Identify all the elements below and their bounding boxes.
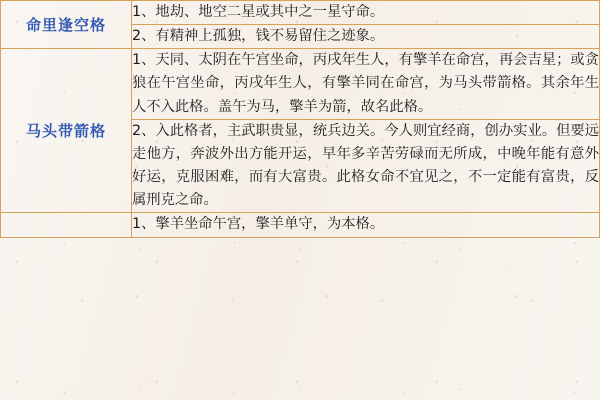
row-3-paragraph-1: 1、擎羊坐命午宫，擎羊单守，为本格。 xyxy=(132,213,600,237)
table-row xyxy=(1,1,600,25)
row-2-paragraph-2: 2、入此格者，主武职贵显，统兵边关。今人则宜经商，创办实业。但要远走他方，奔波外出方能开运，早年多辛苦劳碌而无所成，中晚年能有意外好运，克服困难，而有大富贵。此格女命不宜见之，不一定能有富贵，反属刑克之命。 xyxy=(132,119,600,213)
row-1-paragraph-2: 2、有精神上孤独，钱不易留住之迹象。 xyxy=(132,25,600,49)
table-row xyxy=(1,49,600,119)
row-label-matou-daijian: 马头带箭格 xyxy=(1,49,132,213)
row-label-mingli-fengkong: 命里逢空格 xyxy=(1,1,132,49)
table-row xyxy=(1,213,600,237)
row-1-paragraph-1: 1、地劫、地空二星或其中之一星守命。 xyxy=(132,1,600,25)
row-label-partial xyxy=(1,213,132,237)
row-2-paragraph-1: 1、天同、太阴在午宫坐命，丙戌年生人，有擎羊在命宫，再会吉星；或贪狼在午宫坐命，丙戌年生人，有擎羊同在命宫，为马头带箭格。其余年生人不入此格。盖午为马，擎羊为箭，故名此格。 xyxy=(132,49,600,119)
